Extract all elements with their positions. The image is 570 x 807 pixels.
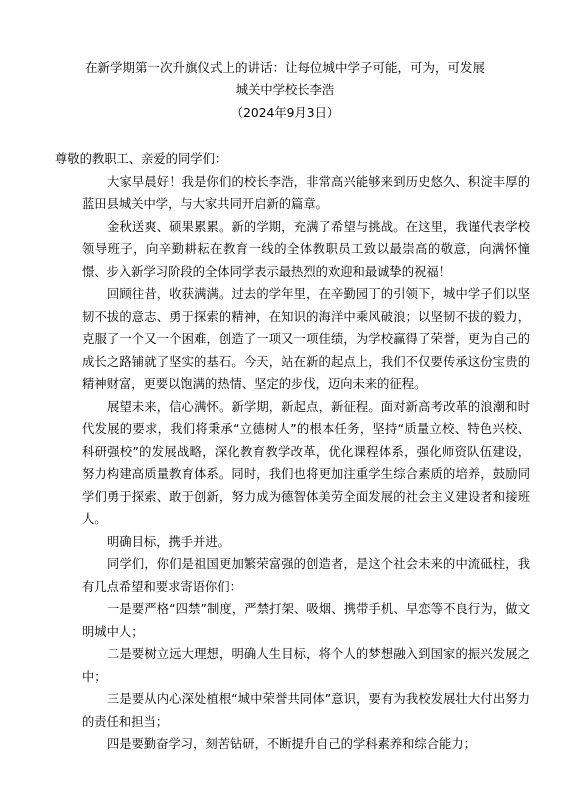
document-header bbox=[40, 56, 530, 125]
paragraph: 回顾往昔，收获满满。过去的学年里，在辛勤园丁的引领下，城中学子们以坚韧不拔的意志、勇于探索的精神，在知识的海洋中乘风破浪；以坚韧不拔的毅力，克服了一个又一个困难，创造了一项又一项佳绩，为学校赢得了荣誉，更为自己的成长之路铺就了坚实的基石。今天，站在新的起点上，我们不仅要传承这份宝贵的精神财富，更要以饱满的热情、坚定的步伐，迈向未来的征程。 bbox=[82, 287, 530, 391]
paragraph: 三是要从内心深处植根“城中荣誉共同体”意识，要有为我校发展壮大付出努力的责任和担当； bbox=[82, 692, 530, 729]
paragraph: 金秋送爽、硕果累累。新的学期，充满了希望与挑战。在这里，我谨代表学校领导班子，向辛勤耕耘在教育一线的全体教职员工致以最崇高的敬意，向满怀憧憬、步入新学习阶段的全体同学表示最热烈的欢迎和最诚挚的祝福！ bbox=[82, 219, 530, 279]
paragraph: 四是要勤奋学习，刻苦钻研，不断提升自己的学科素养和综合能力； bbox=[107, 737, 476, 751]
document-date: （2024年9月3日） bbox=[230, 106, 340, 120]
document-author: 城关中学校长李浩 bbox=[235, 83, 335, 97]
paragraph: 一是要严格“四禁”制度，严禁打架、吸烟、携带手机、早恋等不良行为，做文明城中人； bbox=[82, 602, 530, 639]
header-spacer bbox=[82, 125, 530, 148]
paragraph: 同学们，你们是祖国更加繁荣富强的创造者，是这个社会未来的中流砥柱，我有几点希望和要求寄语你们： bbox=[82, 557, 530, 594]
salutation: 尊敬的教职工、亲爱的同学们： bbox=[55, 152, 228, 166]
paragraph: 二是要树立远大理想，明确人生目标，将个人的梦想融入到国家的振兴发展之中； bbox=[82, 647, 530, 684]
paragraph: 明确目标，携手并进。 bbox=[107, 534, 230, 549]
document-title: 在新学期第一次升旗仪式上的讲话：让每位城中学子可能，可为，可发展 bbox=[84, 60, 485, 75]
paragraph: 展望未来，信心满怀。新学期，新起点，新征程。面对新高考改革的浪潮和时代发展的要求，我们将秉承“立德树人”的根本任务，坚持“质量立校、特色兴校、科研强校”的发展战略，深化教育教学改革，优化课程体系，强化师资队伍建设，努力构建高质量教育体系。同时，我们也将更加注重学生综合素质的培养，鼓励同学们勇于探索、敢于创新，努力成为德智体美劳全面发展的社会主义建设者和接班人。 bbox=[82, 399, 530, 526]
paragraph: 大家早晨好！我是你们的校长李浩，非常高兴能够来到历史悠久、积淀丰厚的蓝田县城关中学，与大家共同开启新的篇章。 bbox=[82, 174, 530, 211]
